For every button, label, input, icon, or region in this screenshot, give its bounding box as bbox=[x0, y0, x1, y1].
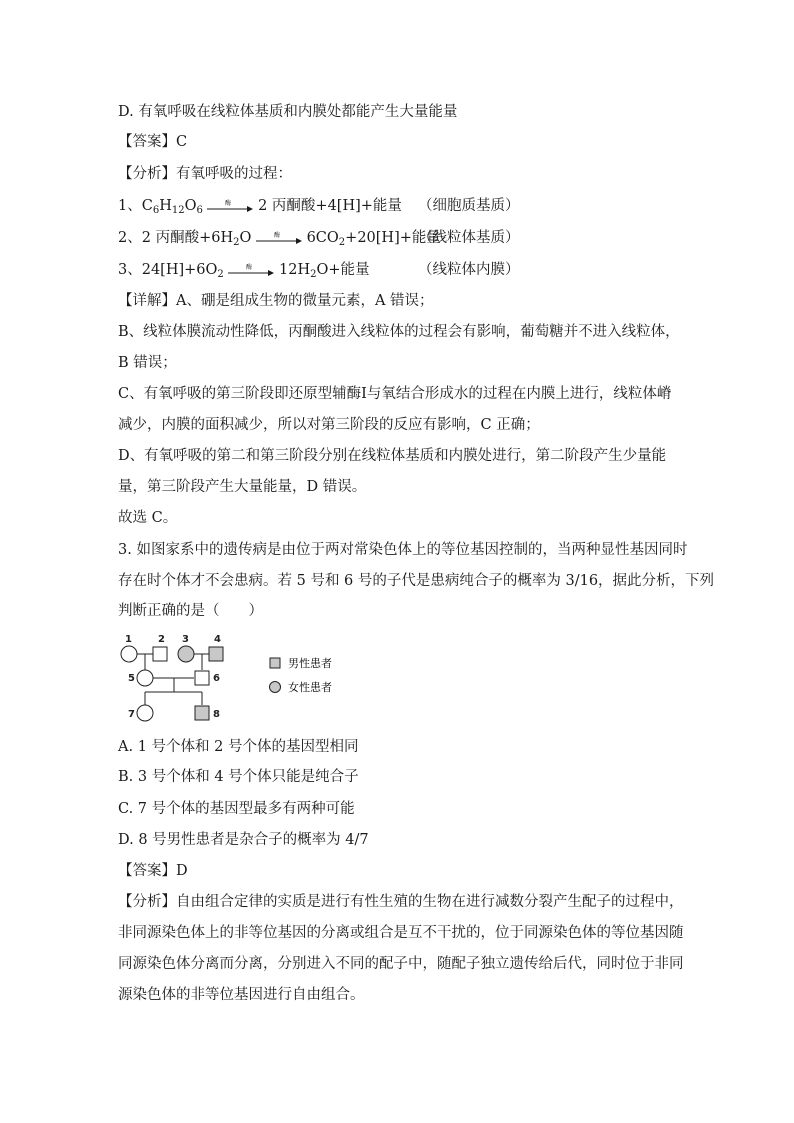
enzyme-arrow bbox=[256, 231, 302, 245]
arrow-label: 酶 bbox=[246, 264, 253, 271]
answer-label-2: 【答案】D bbox=[118, 863, 188, 879]
individual-3 bbox=[178, 646, 194, 662]
detail-b-1: B、线粒体膜流动性降低，丙酮酸进入线粒体的过程会有影响，葡萄糖并不进入线粒体， bbox=[118, 324, 680, 340]
individual-1 bbox=[121, 646, 137, 662]
detail-d-2: 量，第三阶段产生大量能量，D 错误。 bbox=[118, 479, 367, 495]
label-4: 4 bbox=[214, 634, 221, 645]
individual-4 bbox=[209, 647, 223, 661]
legend-male-label: 男性患者 bbox=[288, 657, 332, 670]
equation-3: 3、$24[H]+6O_2$ 酶 $12H_2O+$能量 （线粒体内膜） bbox=[118, 262, 520, 280]
detail-b-2: B 错误； bbox=[118, 355, 177, 371]
individual-7 bbox=[137, 705, 153, 721]
equation-2: 2、2 丙酮酸$+6H_2O$ 酶 $6CO_2+20[H]+$能量 （线粒体基质） bbox=[118, 230, 520, 248]
label-5: 5 bbox=[128, 673, 135, 684]
individual-8 bbox=[195, 706, 209, 720]
detail-c-1: C、有氧呼吸的第三阶段即还原型辅酶Ⅰ与氧结合形成水的过程在内膜上进行，线粒体嵴 bbox=[118, 386, 672, 402]
analysis-2-line-3: 同源染色体分离而分离，分别进入不同的配子中，随配子独立遗传给后代，同时位于非同 bbox=[118, 956, 684, 972]
legend-female-symbol bbox=[270, 682, 281, 693]
analysis-2-line-4: 源染色体的非等位基因进行自由组合。 bbox=[118, 987, 365, 1003]
pedigree-diagram bbox=[118, 630, 368, 730]
individual-5 bbox=[137, 670, 153, 686]
option-d: D. 8 号男性患者是杂合子的概率为 4/7 bbox=[118, 832, 369, 848]
enzyme-arrow bbox=[228, 263, 274, 277]
legend-male-symbol bbox=[270, 658, 280, 668]
label-2: 2 bbox=[158, 634, 165, 645]
option-b: B. 3 号个体和 4 号个体只能是纯合子 bbox=[118, 769, 359, 785]
label-6: 6 bbox=[213, 673, 220, 684]
option-c: C. 7 号个体的基因型最多有两种可能 bbox=[118, 801, 355, 817]
analysis-heading: 【分析】有氧呼吸的过程： bbox=[118, 166, 292, 182]
option-a: A. 1 号个体和 2 号个体的基因型相同 bbox=[118, 739, 359, 755]
label-8: 8 bbox=[213, 709, 220, 720]
individual-6 bbox=[195, 671, 209, 685]
enzyme-arrow bbox=[207, 199, 253, 213]
equation-1-location: （细胞质基质） bbox=[418, 198, 520, 214]
arrow-label: 酶 bbox=[273, 232, 280, 239]
analysis-2-line-2: 非同源染色体上的非等位基因的分离或组合是互不干扰的，位于同源染色体的等位基因随 bbox=[118, 925, 684, 941]
equation-2-location: （线粒体基质） bbox=[418, 230, 520, 246]
detail-d-1: D、有氧呼吸的第二和第三阶段分别在线粒体基质和内膜处进行，第二阶段产生少量能 bbox=[118, 448, 667, 464]
detail-a: 【详解】A、硼是组成生物的微量元素，A 错误； bbox=[118, 293, 434, 309]
option-d-text: D. 有氧呼吸在线粒体基质和内膜处都能产生大量能量 bbox=[118, 104, 458, 120]
equation-3-location: （线粒体内膜） bbox=[418, 262, 520, 278]
label-7: 7 bbox=[128, 709, 135, 720]
conclusion: 故选 C。 bbox=[118, 510, 178, 526]
arrow-label: 酶 bbox=[225, 200, 232, 207]
equation-1: 1、$C_6H_{12}O_6$ 酶 2 丙酮酸+4[H]+能量 （细胞质基质） bbox=[118, 198, 520, 216]
detail-c-2: 减少，内膜的面积减少，所以对第三阶段的反应有影响，C 正确； bbox=[118, 417, 540, 433]
question-3-line-2: 存在时个体才不会患病。若 5 号和 6 号的子代是患病纯合子的概率为 3/16，据此分析，下列 bbox=[118, 573, 715, 589]
label-3: 3 bbox=[182, 634, 189, 645]
label-1: 1 bbox=[125, 634, 132, 645]
question-3-line-1: 3. 如图家系中的遗传病是由位于两对常染色体上的等位基因控制的，当两种显性基因同时 bbox=[118, 542, 688, 558]
individual-2 bbox=[153, 647, 167, 661]
analysis-2-line-1: 【分析】自由组合定律的实质是进行有性生殖的生物在进行减数分裂产生配子的过程中， bbox=[118, 894, 684, 910]
legend-female-label: 女性患者 bbox=[288, 681, 332, 694]
question-3-line-3: 判断正确的是（ ） bbox=[118, 603, 263, 619]
answer-label: 【答案】C bbox=[118, 134, 188, 150]
